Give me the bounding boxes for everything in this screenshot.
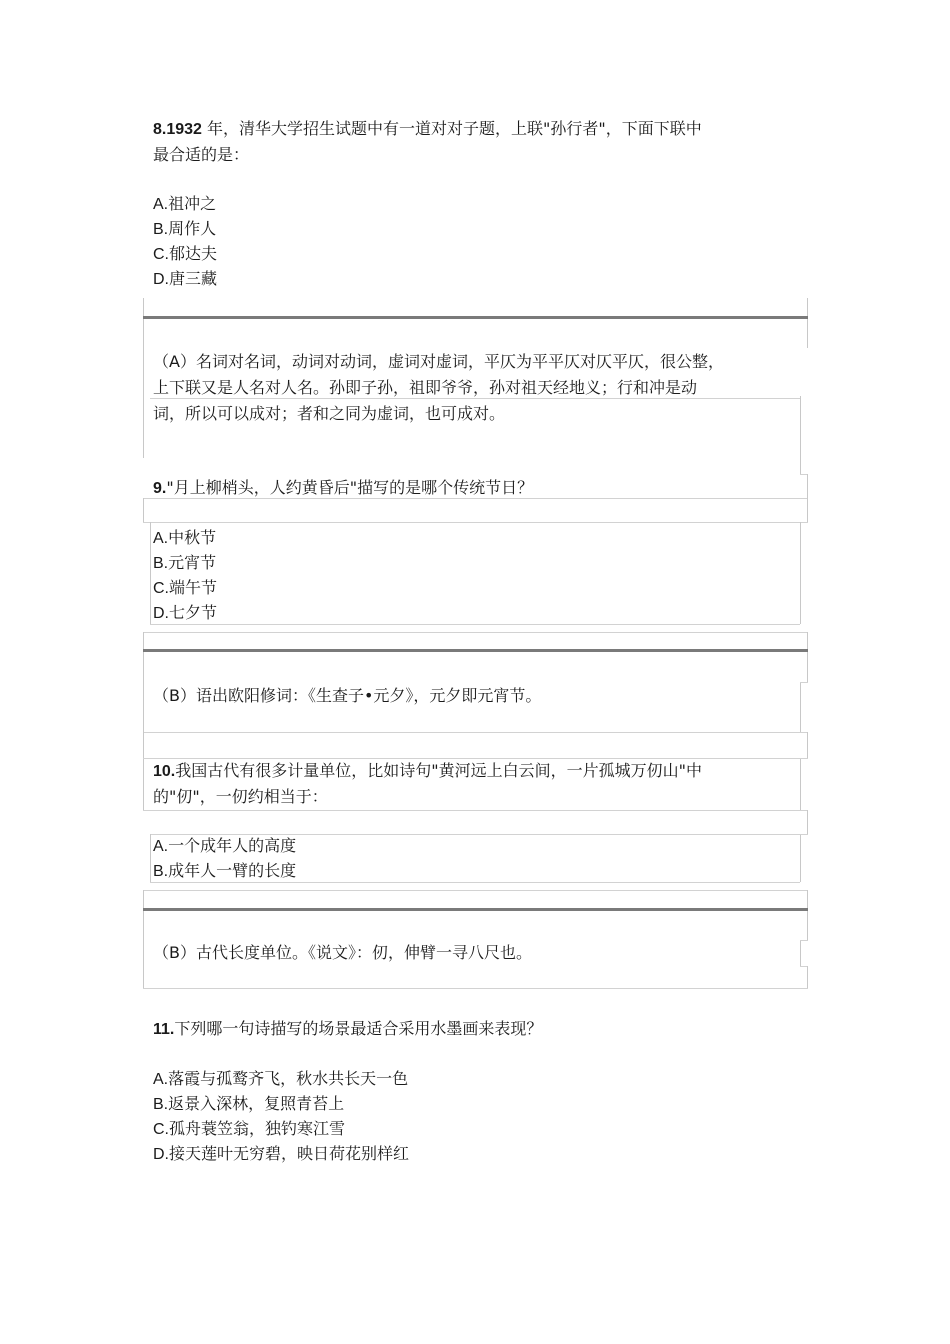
question-text: 我国古代有很多计量单位，比如诗句"黄河远上白云间，一片孤城万仞山"中 <box>175 761 702 780</box>
option-item: A.中秋节 <box>153 528 217 547</box>
option-item: B.返景入深林，复照青苔上 <box>153 1094 345 1113</box>
option-item: C.郁达夫 <box>153 244 218 263</box>
question-number: 10. <box>153 763 176 780</box>
answer-divider <box>143 908 808 911</box>
option-item: C.孤舟蓑笠翁，独钓寒江雪 <box>153 1119 346 1138</box>
answer-9: （B）语出欧阳修词：《生查子•元夕》，元夕即元宵节。 <box>153 686 542 705</box>
option-item: B.元宵节 <box>153 553 217 572</box>
option-item: D.唐三藏 <box>153 269 218 288</box>
option-item: A.祖冲之 <box>153 194 217 213</box>
option-item: C.端午节 <box>153 578 218 597</box>
option-item: B.成年人一臂的长度 <box>153 861 297 880</box>
question-8 <box>153 116 702 143</box>
answer-8-line1: （A）名词对名词，动词对动词，虚词对虚词，平仄为平平仄对仄平仄，很公整， <box>153 352 724 371</box>
answer-10: （B）古代长度单位。《说文》：仞，伸臂一寻八尺也。 <box>153 943 532 962</box>
question-number: 11. <box>153 1021 175 1038</box>
answer-divider <box>143 649 808 652</box>
answer-8-line2: 上下联又是人名对人名。孙即子孙，祖即爷爷，孙对祖天经地义；行和冲是动 <box>153 378 698 397</box>
answer-8-line3: 词，所以可以成对；者和之同为虚词，也可成对。 <box>153 404 506 423</box>
question-number: 8.1932 <box>153 121 202 138</box>
option-item: B.周作人 <box>153 219 217 238</box>
question-9 <box>153 475 533 502</box>
question-text: "月上柳梢头，人约黄昏后"描写的是哪个传统节日？ <box>166 478 534 497</box>
question-8-line2: 最合适的是： <box>153 145 250 164</box>
question-number: 9. <box>153 480 167 497</box>
option-item: D.七夕节 <box>153 603 218 622</box>
question-11 <box>153 1016 542 1043</box>
answer-divider <box>143 316 808 319</box>
question-10-line2: 的"仞"，一仞约相当于： <box>153 787 328 806</box>
option-item: A.落霞与孤鹜齐飞，秋水共长天一色 <box>153 1069 409 1088</box>
question-text: 年，清华大学招生试题中有一道对对子题，上联"孙行者"，下面下联中 <box>201 119 702 138</box>
option-item: D.接天莲叶无穷碧，映日荷花别样红 <box>153 1144 410 1163</box>
question-text: 下列哪一句诗描写的场景最适合采用水墨画来表现？ <box>174 1019 543 1038</box>
question-10 <box>153 758 702 785</box>
option-item: A.一个成年人的高度 <box>153 836 297 855</box>
